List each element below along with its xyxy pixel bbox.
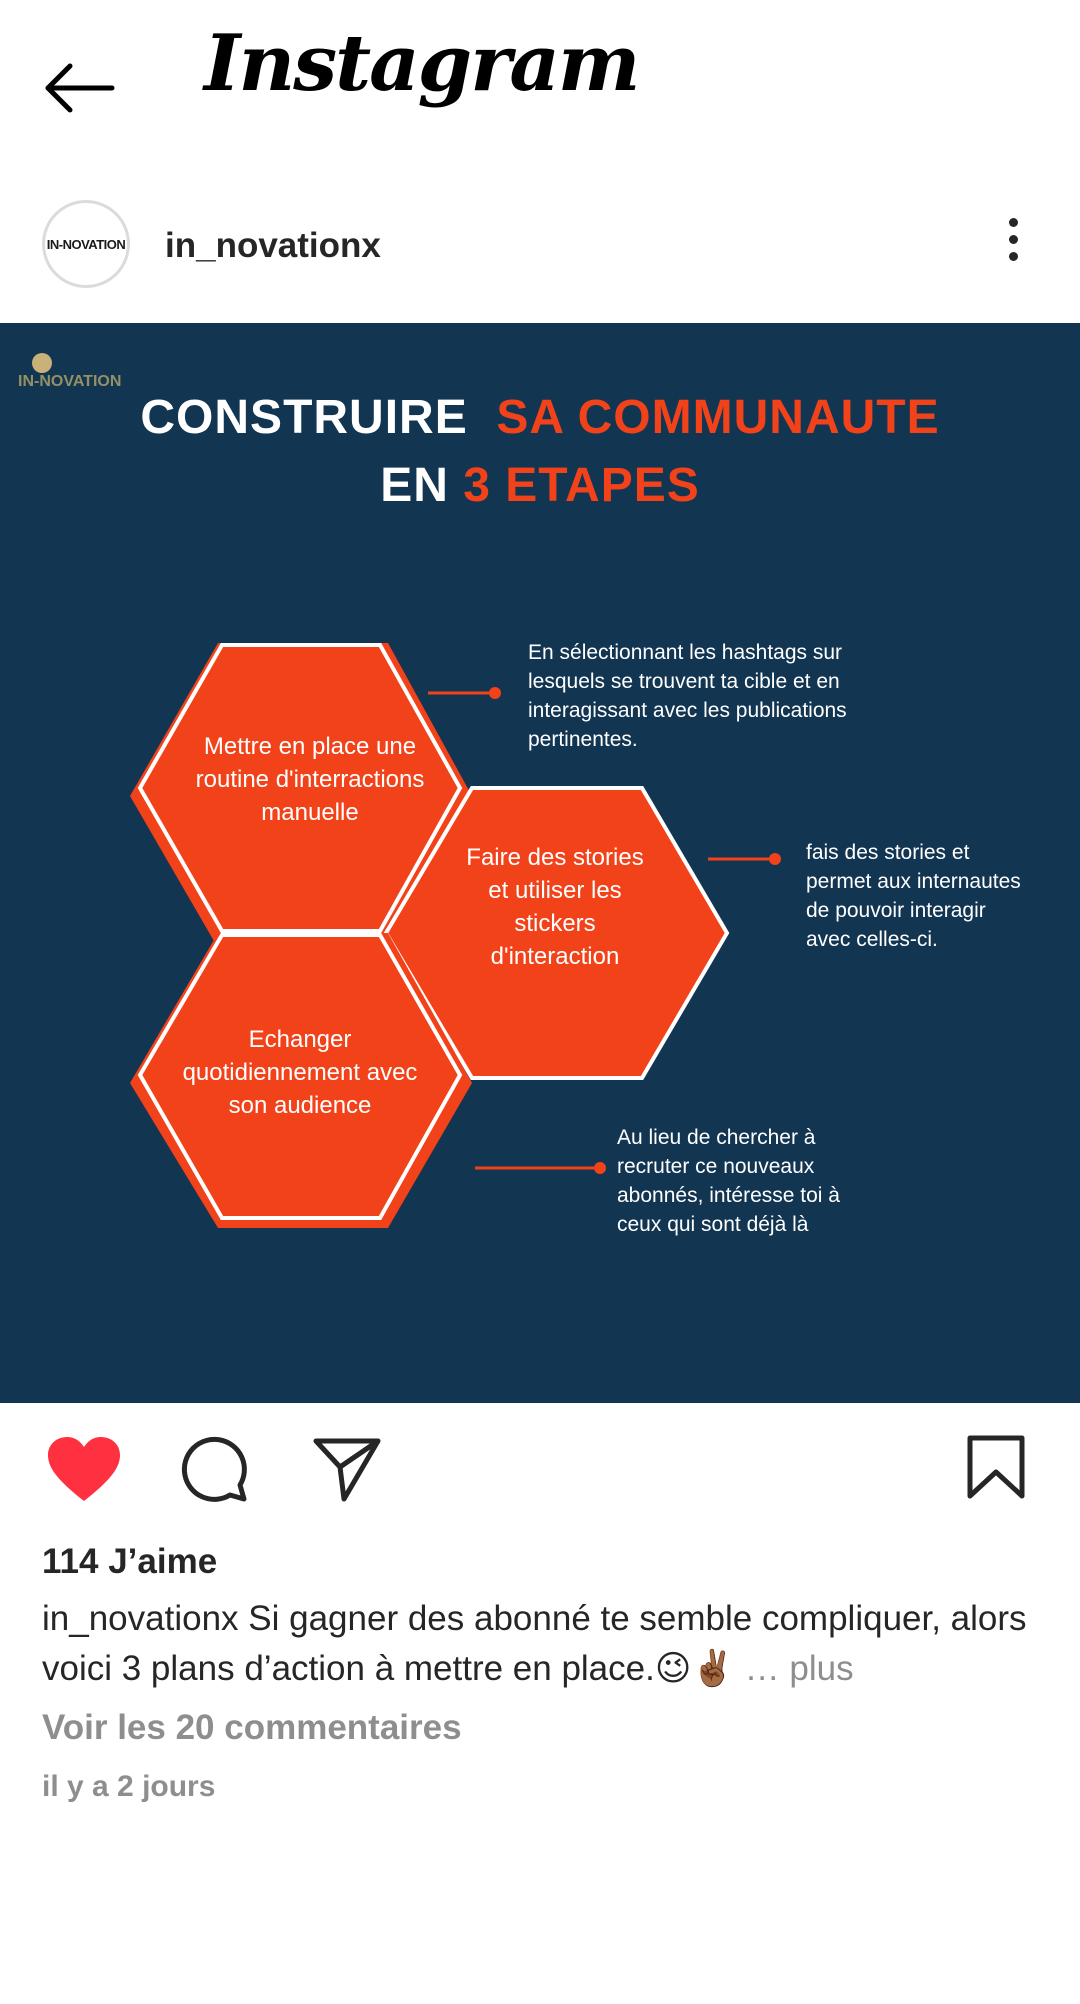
bookmark-icon[interactable] [966, 1434, 1026, 1505]
post-timestamp: il y a 2 jours [42, 1770, 216, 1803]
post-image[interactable] [0, 323, 1080, 1403]
hexagon-1-label: Mettre en place une routine d'interractions manuelle [195, 733, 425, 826]
title-white-2: EN [380, 459, 449, 512]
caption-more-link[interactable]: … plus [744, 1649, 854, 1688]
post-caption [42, 1594, 1042, 1694]
post-actions [0, 1430, 1080, 1510]
title-white-1: CONSTRUIRE [140, 391, 468, 444]
app-title: Instagram [204, 18, 639, 109]
avatar[interactable] [42, 200, 130, 288]
post-header [0, 190, 1080, 300]
heart-icon[interactable] [46, 1435, 122, 1510]
like-count[interactable]: 114 J’aime [42, 1542, 218, 1581]
view-comments-link[interactable]: Voir les 20 commentaires [42, 1708, 462, 1747]
title-orange-1: SA COMMUNAUTE [496, 391, 940, 444]
image-logo-mark [32, 353, 52, 373]
image-title-line1 [0, 390, 1080, 445]
caption-text: Si gagner des abonné te semble compliquer, alors voici 3 plans d’action à mettre en place.😉✌🏾 [42, 1599, 1027, 1688]
post-username[interactable]: in_novationx [165, 226, 381, 265]
hexagon-3-label: Echanger quotidiennement avec son audience [182, 1026, 418, 1119]
send-icon[interactable] [312, 1435, 382, 1510]
top-bar [0, 0, 1080, 170]
title-orange-2: 3 ETAPES [463, 459, 700, 512]
back-arrow-icon[interactable] [40, 50, 120, 130]
more-options-icon[interactable] [990, 218, 1036, 274]
image-title-line2 [0, 458, 1080, 513]
caption-username[interactable]: in_novationx [42, 1599, 239, 1638]
hexagon-2-label: Faire des stories et utiliser les stickers d'interaction [466, 844, 644, 970]
description-1: En sélectionnant les hashtags sur lesquels se trouvent ta cible et en interagissant avec les publications pertinentes. [528, 641, 847, 751]
avatar-logo-text: IN-NOVATION [46, 236, 126, 252]
comment-icon[interactable] [180, 1435, 250, 1510]
description-3: Au lieu de chercher à recruter ce nouveaux abonnés, intéresse toi à ceux qui sont déjà là [617, 1126, 840, 1236]
description-2: fais des stories et permet aux internautes de pouvoir interagir avec celles-ci. [806, 841, 1021, 951]
image-logo-text: IN-NOVATION [18, 373, 122, 390]
